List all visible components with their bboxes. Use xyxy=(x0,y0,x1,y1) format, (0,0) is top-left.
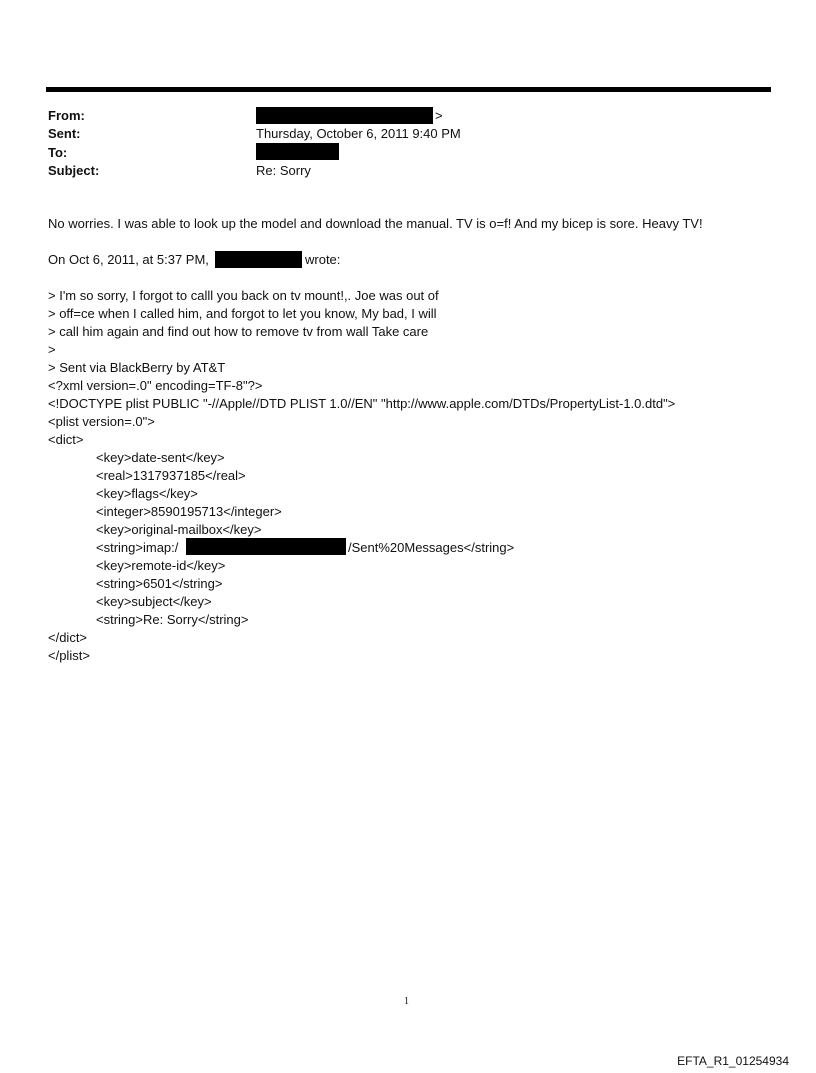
xml-line: <key>subject</key> xyxy=(96,594,212,609)
header-rule xyxy=(46,87,771,92)
xml-line: <?xml version=.0" encoding=TF-8"?> xyxy=(48,378,263,393)
xml-line: <real>1317937185</real> xyxy=(96,468,246,483)
quoted-line: > call him again and find out how to remove tv from wall Take care xyxy=(48,324,429,339)
from-suffix: > xyxy=(435,108,443,123)
redacted-from xyxy=(256,107,433,124)
xml-line: <key>flags</key> xyxy=(96,486,198,501)
sent-value: Thursday, October 6, 2011 9:40 PM xyxy=(256,126,461,141)
imap-prefix: <string>imap:/ xyxy=(96,540,179,555)
subject-label: Subject: xyxy=(48,163,100,178)
sent-label: Sent: xyxy=(48,126,81,141)
page-number: 1 xyxy=(404,996,409,1007)
xml-line: <!DOCTYPE plist PUBLIC "-//Apple//DTD PLIST 1.0//EN" "http://www.apple.com/DTDs/PropertyList-1.0.dtd"> xyxy=(48,396,676,411)
xml-line: <key>date-sent</key> xyxy=(96,450,225,465)
imap-suffix: /Sent%20Messages</string> xyxy=(348,540,515,555)
redacted-to xyxy=(256,143,339,160)
attribution-suffix: wrote: xyxy=(305,252,341,267)
xml-line: <dict> xyxy=(48,432,84,447)
xml-line: <plist version=.0"> xyxy=(48,414,155,429)
xml-line: <string>Re: Sorry</string> xyxy=(96,612,249,627)
xml-line: <key>original-mailbox</key> xyxy=(96,522,262,537)
xml-line: </dict> xyxy=(48,630,88,645)
quoted-line: > xyxy=(48,342,56,357)
from-label: From: xyxy=(48,108,85,123)
xml-line: </plist> xyxy=(48,648,90,663)
quoted-line: > Sent via BlackBerry by AT&T xyxy=(48,360,226,375)
to-label: To: xyxy=(48,145,68,160)
quoted-line: > I'm so sorry, I forgot to calll you back on tv mount!,. Joe was out of xyxy=(48,288,439,303)
xml-line: <string>6501</string> xyxy=(96,576,223,591)
subject-value: Re: Sorry xyxy=(256,163,311,178)
reply-text: No worries. I was able to look up the model and download the manual. TV is o=f! And my bicep is sore. Heavy TV! xyxy=(48,216,703,231)
xml-line: <integer>8590195713</integer> xyxy=(96,504,282,519)
redacted-sender xyxy=(215,251,302,268)
quoted-line: > off=ce when I called him, and forgot to let you know, My bad, I will xyxy=(48,306,437,321)
xml-line: <key>remote-id</key> xyxy=(96,558,226,573)
bates-number: EFTA_R1_01254934 xyxy=(677,1054,789,1068)
redacted-mailbox xyxy=(186,538,346,555)
attribution-prefix: On Oct 6, 2011, at 5:37 PM, xyxy=(48,252,209,267)
